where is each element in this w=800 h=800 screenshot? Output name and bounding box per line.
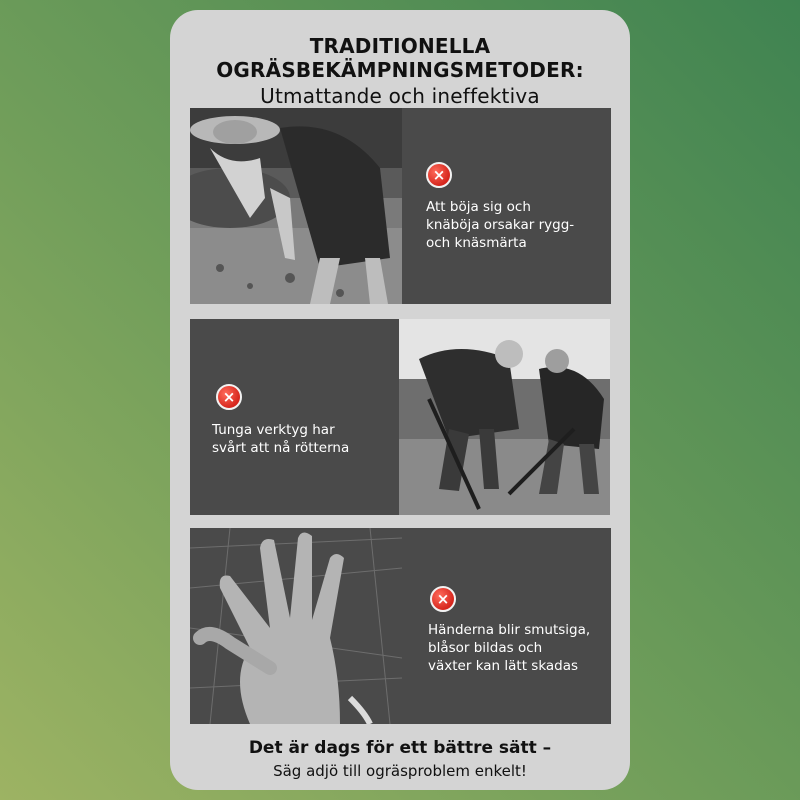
- dirty-hand-photo: [190, 528, 402, 724]
- problem-panel-3: [402, 528, 611, 724]
- problem-row-2: [190, 319, 610, 515]
- woman-bending-weeding-photo: [190, 108, 402, 304]
- footer-headline: Det är dags för ett bättre sätt –: [248, 738, 552, 758]
- problem-row-3: [190, 528, 610, 724]
- x-icon: ×: [216, 384, 242, 410]
- problem-panel-2: [190, 319, 399, 515]
- problem-row-1: [190, 108, 610, 304]
- card-subtitle: Utmattande och ineffektiva: [260, 84, 540, 108]
- info-card: [170, 10, 630, 790]
- x-icon: ×: [426, 162, 452, 188]
- problem-text-2: Tunga verktyg har svårt att nå rötterna: [212, 422, 350, 456]
- problem-text-1: Att böja sig och knäböja orsakar rygg- och knäsmärta: [426, 199, 575, 251]
- card-title: TRADITIONELLA OGRÄSBEKÄMPNINGSMETODER:: [216, 34, 584, 82]
- x-icon: ×: [430, 586, 456, 612]
- problem-panel-1: [402, 108, 611, 304]
- men-digging-with-hoe-photo: [399, 319, 610, 515]
- problem-text-3: Händerna blir smutsiga, blåsor bildas och växter kan lätt skadas: [428, 622, 591, 674]
- footer-subline: Säg adjö till ogräsproblem enkelt!: [273, 762, 527, 780]
